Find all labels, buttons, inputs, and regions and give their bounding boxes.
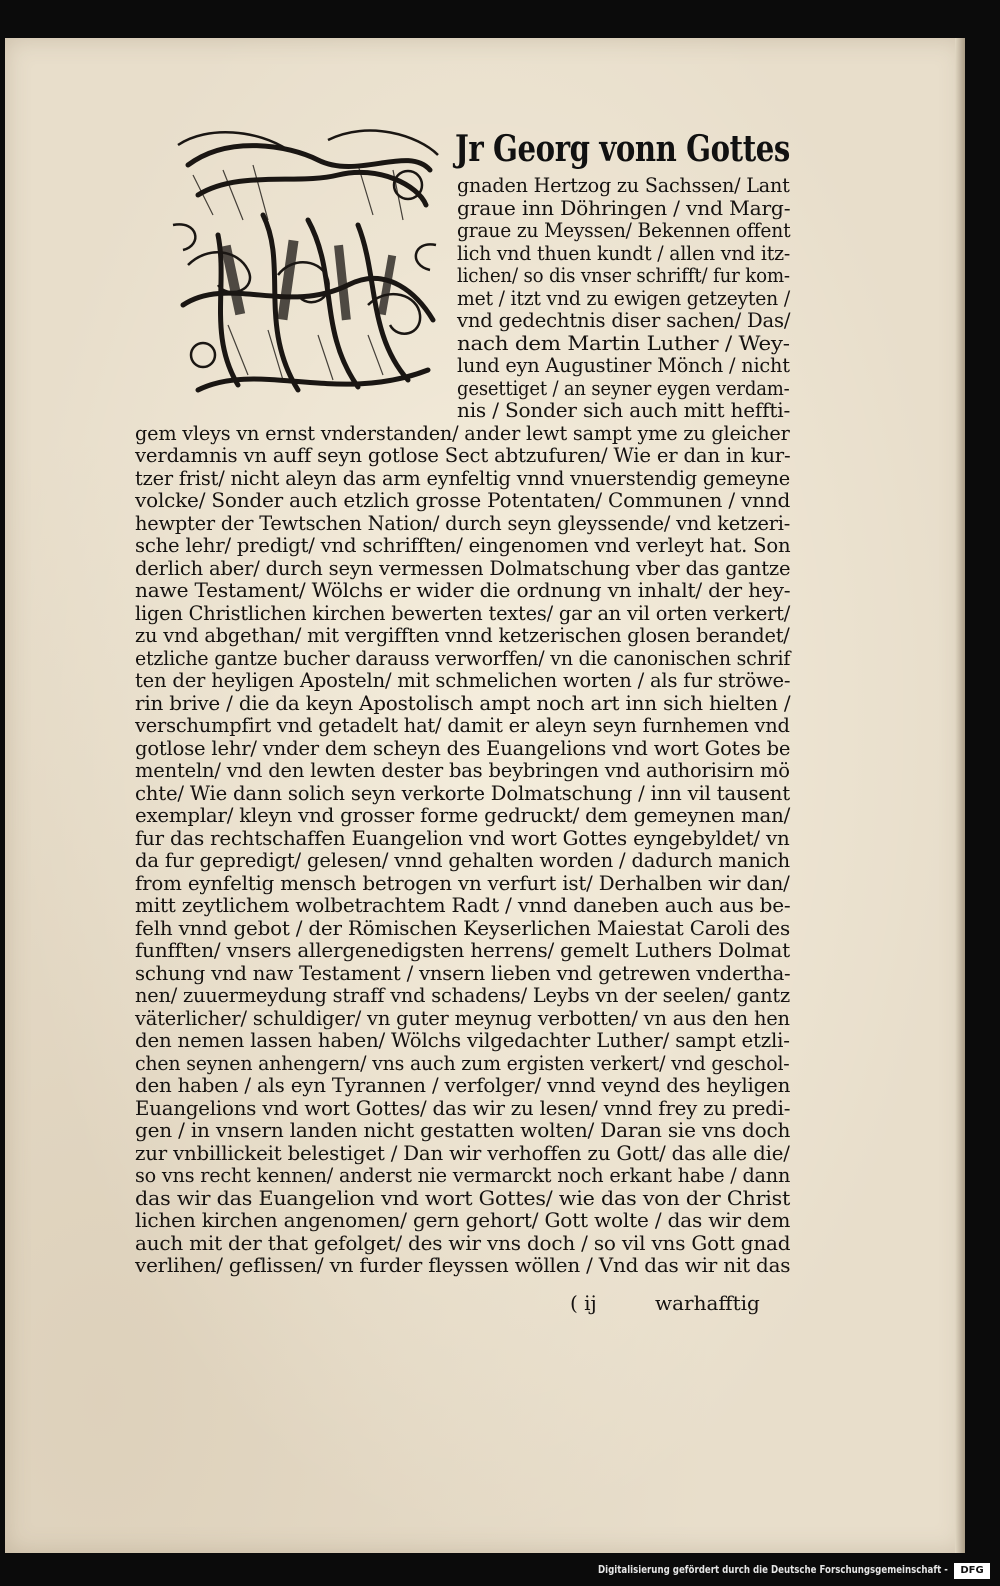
- text-line: nis / Sonder sich auch mitt heffti-: [457, 398, 791, 422]
- text-line: chen seynen anhengern/ vns auch zum ergisten verkert/ vnd geschol-: [135, 1050, 790, 1075]
- text-line: hewpter der Tewtschen Nation/ durch seyn gleyssende/ vnd ketzeri-: [135, 510, 791, 535]
- text-line: gesettiget / an seyner eygen verdam-: [457, 375, 790, 400]
- opening-heading: Jr Georg vonn Gottes: [455, 128, 790, 170]
- decorated-initial-letter: [168, 125, 443, 410]
- text-line: ligen Christlichen kirchen bewerten textes/ gar an vil orten verkert/: [135, 600, 791, 625]
- text-line: nach dem Martin Luther / Wey-: [457, 330, 790, 355]
- text-line: sche lehr/ predigt/ vnd schrifften/ eingenomen vnd verleyt hat. Son: [135, 533, 791, 557]
- footer-bar: [598, 1562, 998, 1582]
- text-line: graue zu Meyssen/ Bekennen offent: [457, 218, 791, 242]
- text-line: tzer frist/ nicht aleyn das arm eynfeltig vnnd vnuerstendig gemeyne: [135, 465, 791, 490]
- text-line: so vns recht kennen/ anderst nie vermarckt noch erkant habe / dann: [135, 1163, 791, 1187]
- catchword: warhafftig: [655, 1291, 760, 1315]
- funding-credit: Digitalisierung gefördert durch die Deutsche Forschungsgemeinschaft -: [598, 1564, 948, 1576]
- text-line: graue inn Döhringen / vnd Marg-: [457, 195, 791, 220]
- text-line: schung vnd naw Testament / vnsern lieben vnd getrewen vndertha-: [135, 960, 791, 985]
- text-line: gnaden Hertzog zu Sachssen/ Lant: [457, 173, 790, 197]
- text-line: mitt zeytlichem wolbetrachtem Radt / vnnd daneben auch aus be-: [135, 893, 791, 917]
- text-line: derlich aber/ durch seyn vermessen Dolmatschung vber das gantze: [135, 555, 791, 580]
- text-line: exemplar/ kleyn vnd grosser forme gedruckt/ dem gemeynen man/: [135, 803, 791, 827]
- text-line: etzliche gantze bucher darauss verworffen/ vn die canonischen schrif: [135, 645, 791, 670]
- text-line: zu vnd abgethan/ mit vergifften vnnd ketzerischen glosen berandet/: [135, 623, 790, 647]
- text-line: menteln/ vnd den lewten dester bas beybringen vnd authorisirn mö: [135, 758, 790, 782]
- text-line: verlihen/ geflissen/ vn furder fleyssen wöllen / Vnd das wir nit das: [135, 1253, 791, 1277]
- text-line: auch mit der that gefolget/ des wir vns doch / so vil vns Gott gnad: [135, 1230, 791, 1255]
- text-line: zur vnbillickeit belestiget / Dan wir verhoffen zu Gott/ das alle die/: [135, 1140, 790, 1165]
- text-line: ten der heyligen Aposteln/ mit schmelichen worten / als fur ströwe-: [135, 668, 791, 692]
- text-line: chte/ Wie dann solich seyn verkorte Dolmatschung / inn vil tausent: [135, 780, 790, 805]
- text-line: funfften/ vnsers allergenedigsten herrens/ gemelt Luthers Dolmat: [135, 938, 790, 962]
- text-line: lund eyn Augustiner Mönch / nicht: [457, 353, 790, 377]
- text-line: nawe Testament/ Wölchs er wider die ordnung vn inhalt/ der hey-: [135, 578, 791, 602]
- text-line: gotlose lehr/ vnder dem scheyn des Euangelions vnd wort Gotes be: [135, 735, 791, 760]
- page-edge-right: [955, 38, 965, 1553]
- text-line: gem vleys vn ernst vnderstanden/ ander lewt sampt yme zu gleicher: [135, 420, 790, 445]
- text-line: da fur gepredigt/ gelesen/ vnnd gehalten worden / dadurch manich: [135, 848, 790, 872]
- text-line: gen / in vnsern landen nicht gestatten wolten/ Daran sie vns doch: [135, 1118, 791, 1142]
- text-line: met / itzt vnd zu ewigen getzeyten /: [457, 285, 790, 310]
- text-line: rin brive / die da keyn Apostolisch ampt noch art inn sich hielten /: [135, 690, 791, 715]
- text-line: verschumpfirt vnd getadelt hat/ damit er aleyn seyn furnhemen vnd: [135, 713, 790, 737]
- text-line: from eynfeltig mensch betrogen vn verfurt ist/ Derhalben wir dan/: [135, 870, 790, 895]
- dfg-logo: DFG: [954, 1563, 990, 1579]
- text-line: den nemen lassen haben/ Wölchs vilgedachter Luther/ sampt etzli-: [135, 1028, 790, 1052]
- text-line: väterlicher/ schuldiger/ vn guter meynug verbotten/ vn aus den hen: [135, 1005, 790, 1030]
- text-line: lichen/ so dis vnser schrifft/ fur kom-: [457, 263, 790, 287]
- text-line: fur das rechtschaffen Euangelion vnd wort Gottes eyngebyldet/ vn: [135, 825, 790, 850]
- text-line: den haben / als eyn Tyrannen / verfolger/ vnnd veynd des heyligen: [135, 1073, 791, 1097]
- text-line: Euangelions vnd wort Gottes/ das wir zu lesen/ vnnd frey zu predi-: [135, 1095, 791, 1120]
- text-line: vnd gedechtnis diser sachen/ Das/: [457, 308, 791, 332]
- text-line: nen/ zuuermeydung straff vnd schadens/ Leybs vn der seelen/ gantz: [135, 983, 790, 1007]
- text-line: das wir das Euangelion vnd wort Gottes/ wie das von der Christ: [135, 1185, 791, 1210]
- text-line: lichen kirchen angenomen/ gern gehort/ Gott wolte / das wir dem: [135, 1208, 791, 1232]
- text-line: volcke/ Sonder auch etzlich grosse Potentaten/ Communen / vnnd: [135, 488, 791, 512]
- text-line: verdamnis vn auff seyn gotlose Sect abtzufuren/ Wie er dan in kur-: [135, 443, 791, 467]
- signature-mark: ( ij: [570, 1291, 597, 1315]
- text-line: felh vnnd gebot / der Römischen Keyserlichen Maiestat Caroli des: [135, 915, 790, 940]
- text-line: lich vnd thuen kundt / allen vnd itz-: [457, 240, 791, 265]
